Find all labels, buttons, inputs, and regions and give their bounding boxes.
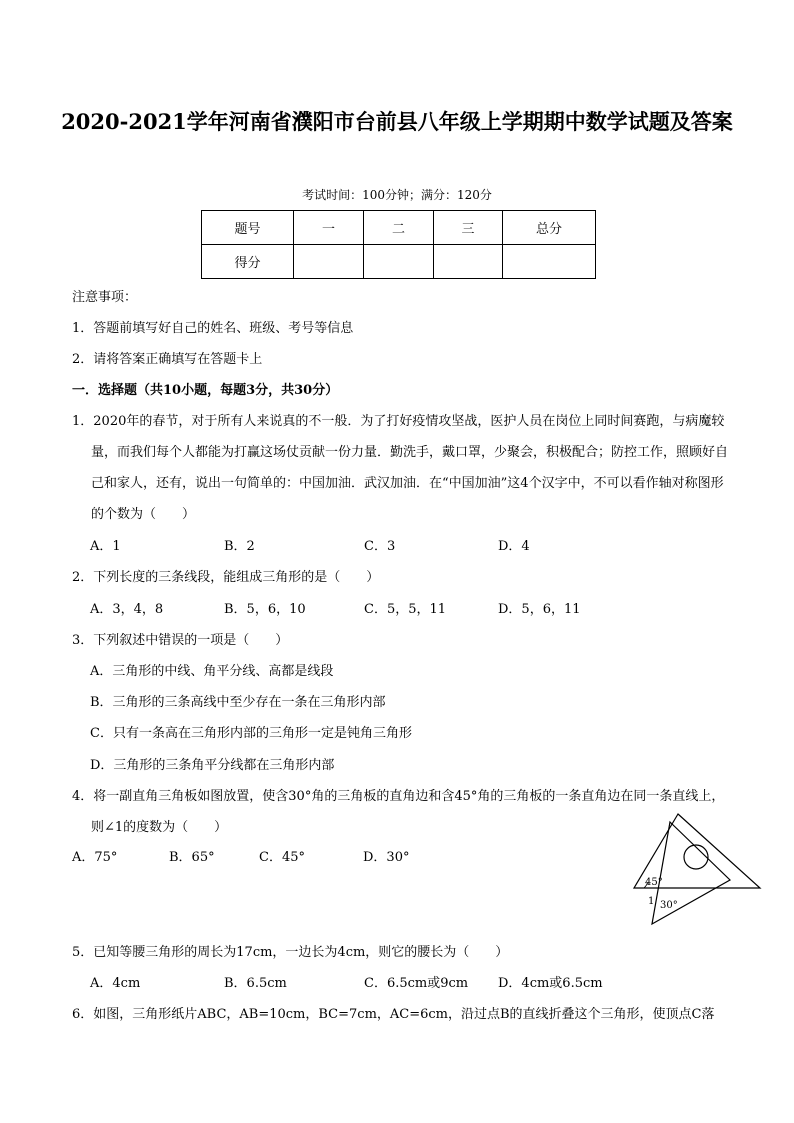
- q3-option-c: C．只有一条高在三角形内部的三角形一定是钝角三角形: [90, 726, 412, 741]
- figure-label-45: 45°: [645, 877, 663, 888]
- question-1-stem: [72, 406, 732, 530]
- figure-label-30: 30°: [660, 900, 678, 911]
- score-table-header: 三: [434, 211, 503, 245]
- score-table-row: [202, 245, 596, 279]
- page-title: 2020-2021学年河南省濮阳市台前县八年级上学期期中数学试题及答案: [61, 109, 733, 134]
- note-item: 1．答题前填写好自己的姓名、班级、考号等信息: [72, 321, 354, 336]
- score-table-header: 一: [294, 211, 364, 245]
- note-item: 2．请将答案正确填写在答题卡上: [72, 352, 263, 367]
- ruler-hole-shape: [684, 845, 708, 869]
- q2-option-d: D．5，6，11: [498, 602, 581, 617]
- q2-option-b: B．5，6，10: [224, 602, 306, 617]
- score-table-header: 题号: [202, 211, 294, 245]
- figure-label-angle-1: 1: [648, 896, 655, 907]
- q2-option-a: A．3，4，8: [90, 602, 164, 617]
- exam-info: 考试时间：100分钟；满分：120分: [302, 188, 492, 202]
- score-cell: [294, 245, 364, 279]
- triangle-rulers-figure: [630, 812, 764, 930]
- q1-option-b: B．2: [224, 539, 255, 554]
- score-cell: [503, 245, 596, 279]
- score-table-header: 二: [364, 211, 434, 245]
- question-6-stem: 6．如图，三角形纸片ABC，AB=10cm，BC=7cm，AC=6cm，沿过点B的直线折叠这个三角形，使顶点C落: [72, 1007, 715, 1022]
- score-row-label: 得分: [202, 245, 294, 279]
- q4-option-d: D．30°: [363, 850, 410, 865]
- q3-option-d: D．三角形的三条角平分线都在三角形内部: [90, 758, 335, 773]
- q4-option-b: B．65°: [169, 850, 215, 865]
- q5-option-a: A．4cm: [90, 976, 141, 991]
- score-table: [201, 210, 596, 279]
- q4-option-a: A．75°: [72, 850, 118, 865]
- q1-option-d: D．4: [498, 539, 530, 554]
- notes-heading: 注意事项：: [72, 290, 138, 305]
- score-cell: [364, 245, 434, 279]
- q3-option-b: B．三角形的三条高线中至少存在一条在三角形内部: [90, 695, 386, 710]
- q4-option-c: C．45°: [259, 850, 305, 865]
- section-heading: 一．选择题（共10小题，每题3分，共30分）: [72, 383, 339, 398]
- question-1-text: 1．2020年的春节，对于所有人来说真的不一般．为了打好疫情攻坚战，医护人员在岗位上同时间赛跑，与病魔较量，而我们每个人都能为打赢这场仗贡献一份力量．勤洗手，戴口罩，少聚会，积极配合；防控工作，照顾好自己和家人，还有，说出一句简单的：中国加油．武汉加油．在“中国加油”这4个汉字中，不可以看作轴对称图形的个数为（ ）: [72, 414, 729, 522]
- q5-option-d: D．4cm或6.5cm: [498, 976, 603, 991]
- question-3-stem: 3．下列叙述中错误的一项是（ ）: [72, 633, 289, 648]
- score-table-header-row: [202, 211, 596, 245]
- score-cell: [434, 245, 503, 279]
- score-table-header: 总分: [503, 211, 596, 245]
- q3-option-a: A．三角形的中线、角平分线、高都是线段: [90, 664, 334, 679]
- question-4-text: 4．将一副直角三角板如图放置，使含30°角的三角板的直角边和含45°角的三角板的一条直角边在同一条直线上，则∠1的度数为（ ）: [72, 789, 725, 835]
- q1-option-a: A．1: [90, 539, 121, 554]
- question-5-stem: 5．已知等腰三角形的周长为17cm，一边长为4cm，则它的腰长为（ ）: [72, 945, 509, 960]
- q1-option-c: C．3: [364, 539, 396, 554]
- q5-option-c: C．6.5cm或9cm: [364, 976, 469, 991]
- question-2-stem: 2．下列长度的三条线段，能组成三角形的是（ ）: [72, 570, 380, 585]
- q5-option-b: B．6.5cm: [224, 976, 287, 991]
- q2-option-c: C．5，5，11: [364, 602, 447, 617]
